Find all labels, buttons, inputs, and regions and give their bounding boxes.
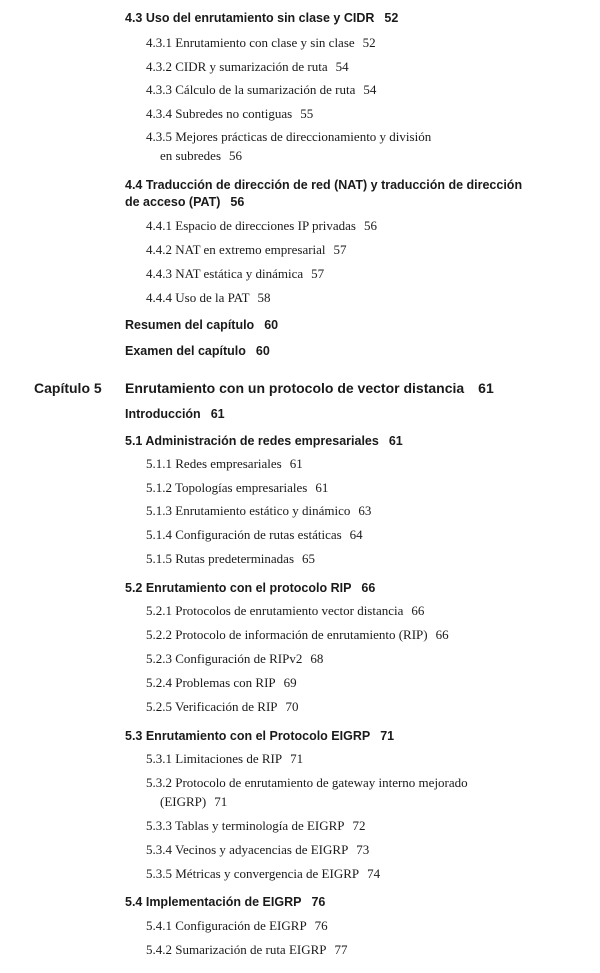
page-number: 71 bbox=[380, 729, 395, 743]
toc-section: 5.2 Enrutamiento con el protocolo RIP 66 bbox=[125, 581, 376, 595]
page-number: 61 bbox=[388, 434, 403, 448]
toc-subsection: 5.2.5 Verificación de RIP 70 bbox=[146, 699, 299, 714]
toc-subsection: 4.4.4 Uso de la PAT 58 bbox=[146, 290, 271, 305]
toc-subsection-continuation: en subredes 56 bbox=[160, 148, 243, 163]
toc-section: 4.4 Traducción de dirección de red (NAT) y traducción de dirección bbox=[125, 178, 523, 192]
page-number: 56 bbox=[229, 148, 243, 163]
toc-section: 5.1 Administración de redes empresariales 61 bbox=[125, 434, 403, 448]
toc-section: 5.4 Implementación de EIGRP 76 bbox=[125, 895, 326, 909]
toc-subsection: 5.4.2 Sumarización de ruta EIGRP 77 bbox=[146, 942, 348, 957]
page-number: 60 bbox=[255, 344, 270, 358]
page-number: 52 bbox=[384, 11, 399, 25]
toc-subsection: 5.4.1 Configuración de EIGRP 76 bbox=[146, 918, 328, 933]
toc-subsection: 4.3.3 Cálculo de la sumarización de ruta 54 bbox=[146, 82, 377, 97]
page-number: 61 bbox=[210, 407, 225, 421]
page-number: 61 bbox=[478, 380, 494, 396]
toc-section: Introducción 61 bbox=[125, 407, 225, 421]
toc-subsection: 4.3.4 Subredes no contiguas 55 bbox=[146, 106, 314, 121]
toc-section: 5.3 Enrutamiento con el Protocolo EIGRP 71 bbox=[125, 729, 395, 743]
page-number: 66 bbox=[361, 581, 376, 595]
toc-subsection: 4.3.1 Enrutamiento con clase y sin clase 52 bbox=[146, 35, 376, 50]
page-number: 77 bbox=[334, 942, 348, 957]
page-number: 66 bbox=[411, 603, 425, 618]
page-number: 63 bbox=[358, 503, 372, 518]
toc-subsection: 4.3.5 Mejores prácticas de direccionamiento y división bbox=[146, 129, 432, 144]
page-number: 76 bbox=[314, 918, 328, 933]
toc-section-continuation: de acceso (PAT) 56 bbox=[125, 195, 245, 209]
page-number: 64 bbox=[349, 527, 363, 542]
toc-subsection: 5.2.1 Protocolos de enrutamiento vector distancia 66 bbox=[146, 603, 425, 618]
toc-subsection: 4.4.3 NAT estática y dinámica 57 bbox=[146, 266, 325, 281]
page-number: 66 bbox=[435, 627, 449, 642]
toc-subsection-continuation: (EIGRP) 71 bbox=[160, 794, 228, 809]
page-number: 55 bbox=[300, 106, 314, 121]
toc-subsection: 5.2.4 Problemas con RIP 69 bbox=[146, 675, 297, 690]
toc-subsection: 5.3.4 Vecinos y adyacencias de EIGRP 73 bbox=[146, 842, 370, 857]
page-number: 61 bbox=[289, 456, 303, 471]
page-number: 56 bbox=[230, 195, 245, 209]
page-number: 76 bbox=[311, 895, 326, 909]
toc-section: 4.3 Uso del enrutamiento sin clase y CIDR 52 bbox=[125, 11, 399, 25]
page-number: 72 bbox=[352, 818, 366, 833]
toc-subsection: 5.1.5 Rutas predeterminadas 65 bbox=[146, 551, 316, 566]
toc-subsection: 5.1.4 Configuración de rutas estáticas 64 bbox=[146, 527, 363, 542]
page-number: 65 bbox=[302, 551, 316, 566]
page-number: 56 bbox=[363, 218, 377, 233]
page-number: 71 bbox=[214, 794, 228, 809]
page-number: 69 bbox=[283, 675, 297, 690]
page-number: 58 bbox=[257, 290, 271, 305]
page-number: 52 bbox=[362, 35, 376, 50]
toc-subsection: 5.3.3 Tablas y terminología de EIGRP 72 bbox=[146, 818, 366, 833]
toc-subsection: 4.3.2 CIDR y sumarización de ruta 54 bbox=[146, 59, 349, 74]
page-number: 54 bbox=[363, 82, 377, 97]
toc-section: Resumen del capítulo 60 bbox=[125, 318, 279, 332]
page-number: 57 bbox=[311, 266, 325, 281]
page-number: 60 bbox=[264, 318, 279, 332]
toc-subsection: 5.1.1 Redes empresariales 61 bbox=[146, 456, 303, 471]
page-number: 68 bbox=[310, 651, 324, 666]
page-number: 57 bbox=[333, 242, 347, 257]
page-number: 73 bbox=[356, 842, 370, 857]
page-number: 70 bbox=[285, 699, 299, 714]
toc-subsection: 5.3.5 Métricas y convergencia de EIGRP 74 bbox=[146, 866, 381, 881]
toc-subsection: 5.2.3 Configuración de RIPv2 68 bbox=[146, 651, 324, 666]
toc-subsection: 4.4.2 NAT en extremo empresarial 57 bbox=[146, 242, 347, 257]
toc-subsection: 5.2.2 Protocolo de información de enrutamiento (RIP) 66 bbox=[146, 627, 449, 642]
page-number: 74 bbox=[367, 866, 381, 881]
toc-subsection: 5.1.3 Enrutamiento estático y dinámico 63 bbox=[146, 503, 372, 518]
toc-section: Examen del capítulo 60 bbox=[125, 344, 270, 358]
toc-subsection: 5.1.2 Topologías empresariales 61 bbox=[146, 480, 329, 495]
toc-subsection: 5.3.1 Limitaciones de RIP 71 bbox=[146, 751, 304, 766]
chapter-label: Capítulo 5 bbox=[34, 380, 102, 396]
chapter-title: Enrutamiento con un protocolo de vector distancia 61 bbox=[125, 380, 494, 396]
page-number: 61 bbox=[315, 480, 329, 495]
page-number: 71 bbox=[290, 751, 304, 766]
toc-subsection: 5.3.2 Protocolo de enrutamiento de gateway interno mejorado bbox=[146, 775, 468, 790]
page-number: 54 bbox=[335, 59, 349, 74]
toc-subsection: 4.4.1 Espacio de direcciones IP privadas 56 bbox=[146, 218, 377, 233]
